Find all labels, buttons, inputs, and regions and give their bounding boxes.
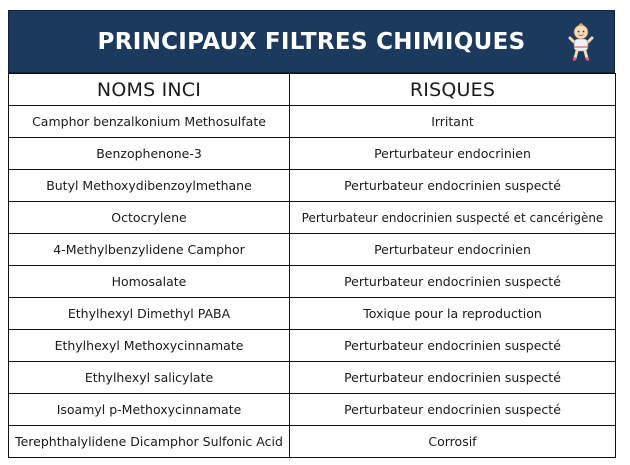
table-row	[9, 170, 616, 202]
inci-name-cell: Octocrylene	[9, 202, 290, 234]
inci-name-cell: Ethylhexyl Dimethyl PABA	[9, 298, 290, 330]
inci-name-cell: Ethylhexyl Methoxycinnamate	[9, 330, 290, 362]
risk-cell: Perturbateur endocrinien suspecté	[290, 330, 616, 362]
table-row	[9, 330, 616, 362]
chemical-filters-table-card	[8, 10, 615, 456]
inci-name-cell: 4-Methylbenzylidene Camphor	[9, 234, 290, 266]
table-row	[9, 106, 616, 138]
inci-name-cell: Ethylhexyl salicylate	[9, 362, 290, 394]
filters-table	[8, 73, 616, 458]
title-banner	[8, 10, 615, 73]
table-row	[9, 202, 616, 234]
table-row	[9, 298, 616, 330]
table-row	[9, 138, 616, 170]
table-row	[9, 426, 616, 458]
risk-cell: Perturbateur endocrinien suspecté	[290, 394, 616, 426]
inci-name-cell: Homosalate	[9, 266, 290, 298]
risk-cell: Irritant	[290, 106, 616, 138]
risk-cell: Perturbateur endocrinien	[290, 234, 616, 266]
inci-name-cell: Benzophenone-3	[9, 138, 290, 170]
inci-name-cell: Butyl Methoxydibenzoylmethane	[9, 170, 290, 202]
risk-cell: Perturbateur endocrinien	[290, 138, 616, 170]
column-header-risks: RISQUES	[290, 74, 616, 106]
column-header-names: NOMS INCI	[9, 74, 290, 106]
table-header-row	[9, 74, 616, 106]
page-title: PRINCIPAUX FILTRES CHIMIQUES	[97, 28, 526, 55]
risk-cell: Perturbateur endocrinien suspecté	[290, 362, 616, 394]
inci-name-cell: Isoamyl p-Methoxycinnamate	[9, 394, 290, 426]
table-row	[9, 234, 616, 266]
risk-cell: Perturbateur endocrinien suspecté et cancérigène	[290, 202, 616, 234]
table-row	[9, 266, 616, 298]
risk-cell: Perturbateur endocrinien suspecté	[290, 266, 616, 298]
risk-cell: Perturbateur endocrinien suspecté	[290, 170, 616, 202]
inci-name-cell: Terephthalylidene Dicamphor Sulfonic Acid	[9, 426, 290, 458]
inci-name-cell: Camphor benzalkonium Methosulfate	[9, 106, 290, 138]
risk-cell: Toxique pour la reproduction	[290, 298, 616, 330]
table-row	[9, 394, 616, 426]
table-row	[9, 362, 616, 394]
risk-cell: Corrosif	[290, 426, 616, 458]
baby-icon	[566, 22, 596, 62]
